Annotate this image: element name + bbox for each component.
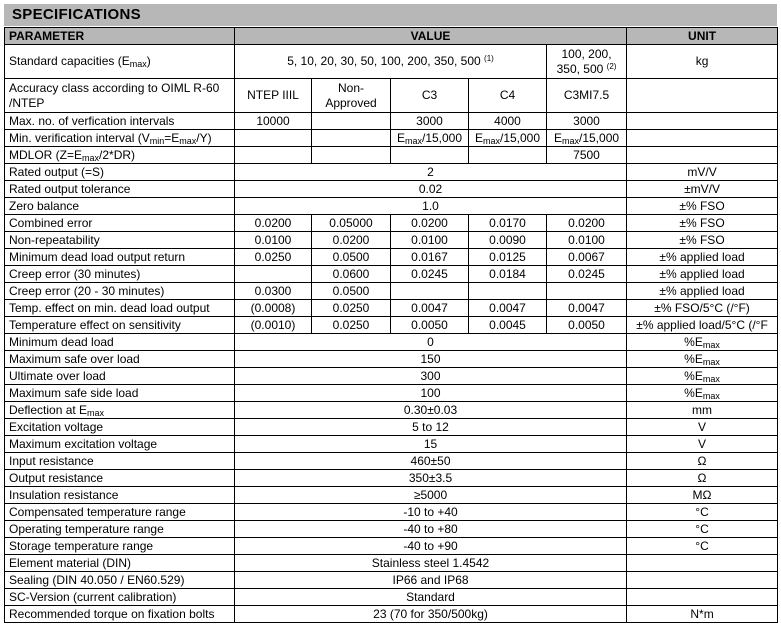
param-unit: V [627,419,778,436]
param-value-cell [547,283,627,300]
param-value-cell: 0.0500 [312,283,391,300]
spec-row [5,198,778,215]
spec-row [5,283,778,300]
header-value: VALUE [235,28,627,45]
param-value-cell: 0.0300 [235,283,312,300]
spec-row [5,504,778,521]
mdlor-cell [312,147,391,164]
param-value: 5 to 12 [235,419,627,436]
param-label: Ultimate over load [5,368,235,385]
param-unit: ±% applied load/5°C (/°F [627,317,778,334]
mdlor-row [5,147,778,164]
param-value: 350±3.5 [235,470,627,487]
spec-row [5,589,778,606]
param-label: SC-Version (current calibration) [5,589,235,606]
max-intervals-label: Max. no. of verfication intervals [5,113,235,130]
spec-row [5,368,778,385]
capacities-label: Standard capacities $(E_{max})$ [5,45,235,79]
spec-row [5,572,778,589]
param-value-cell: 0.0050 [391,317,469,334]
header-parameter: PARAMETER [5,28,235,45]
param-value-cell: 0.0200 [391,215,469,232]
param-label: Rated output tolerance [5,181,235,198]
param-value: 2 [235,164,627,181]
param-label: Non-repeatability [5,232,235,249]
min-interval-cell: $E_{max}/15,000$ [547,130,627,147]
param-value: 300 [235,368,627,385]
param-unit: $\%E_{max}$ [627,334,778,351]
spec-row [5,453,778,470]
spec-row [5,249,778,266]
spec-row [5,419,778,436]
param-value: 15 [235,436,627,453]
param-value-cell: 0.0090 [469,232,547,249]
param-value-cell [469,283,547,300]
param-value: -40 to +90 [235,538,627,555]
param-unit: V [627,436,778,453]
accuracy-label: Accuracy class according to OIML R-60 /NTEP [5,79,235,113]
param-value-cell: 0.0200 [235,215,312,232]
accuracy-class-cell: C4 [469,79,547,113]
spec-row [5,181,778,198]
param-value-cell: 0.0100 [235,232,312,249]
param-value-cell: 0.0050 [547,317,627,334]
param-unit: ±% FSO [627,198,778,215]
param-value-cell: 0.0245 [391,266,469,283]
param-unit: mV/V [627,164,778,181]
spec-row [5,487,778,504]
min-interval-cell: $E_{max}/15,000$ [469,130,547,147]
param-label: Storage temperature range [5,538,235,555]
mdlor-cell [469,147,547,164]
param-value-cell: 0.0600 [312,266,391,283]
param-label: Combined error [5,215,235,232]
param-unit: ±% FSO/5°C (/°F) [627,300,778,317]
spec-row [5,334,778,351]
param-value: 150 [235,351,627,368]
max-intervals-cell: 3000 [547,113,627,130]
param-unit [627,589,778,606]
specifications-title: SPECIFICATIONS [12,6,141,23]
param-label: Temperature effect on sensitivity [5,317,235,334]
max-intervals-cell [312,113,391,130]
capacities-unit: kg [627,45,778,79]
param-value: IP66 and IP68 [235,572,627,589]
max-intervals-cell: 10000 [235,113,312,130]
param-value: -10 to +40 [235,504,627,521]
param-unit: Ω [627,470,778,487]
param-unit: ±mV/V [627,181,778,198]
param-value: 0.30±0.03 [235,402,627,419]
param-label: Rated output (=S) [5,164,235,181]
accuracy-unit [627,79,778,113]
spec-row [5,385,778,402]
param-value: 0.02 [235,181,627,198]
min-interval-row [5,130,778,147]
min-interval-unit [627,130,778,147]
spec-row [5,538,778,555]
spec-row [5,521,778,538]
param-label: Element material (DIN) [5,555,235,572]
param-value: 1.0 [235,198,627,215]
param-value: 460±50 [235,453,627,470]
param-value: 23 (70 for 350/500kg) [235,606,627,623]
spec-row [5,470,778,487]
param-unit: $\%E_{max}$ [627,368,778,385]
spec-row [5,606,778,623]
specifications-title-bar [4,4,777,26]
param-label: Creep error (20 - 30 minutes) [5,283,235,300]
accuracy-class-cell: Non-Approved [312,79,391,113]
param-label: Excitation voltage [5,419,235,436]
param-unit: ±% FSO [627,232,778,249]
capacities-value: 5, 10, 20, 30, 50, 100, 200, 350, 500 $^{(1)}$ [235,45,547,79]
param-label: Maximum excitation voltage [5,436,235,453]
param-value-cell: 0.0045 [469,317,547,334]
spec-row [5,317,778,334]
header-unit: UNIT [627,28,778,45]
param-value: 100 [235,385,627,402]
param-value-cell: 0.0200 [547,215,627,232]
spec-row [5,232,778,249]
deflection-row [5,402,778,419]
header-row [5,28,778,45]
spec-row [5,351,778,368]
param-unit [627,555,778,572]
param-value-cell: 0.0047 [391,300,469,317]
min-interval-label: Min. verification interval $(V_{min}=E_{max}/Y)$ [5,130,235,147]
param-value: -40 to +80 [235,521,627,538]
param-label: Input resistance [5,453,235,470]
param-unit: MΩ [627,487,778,504]
spec-row [5,300,778,317]
param-value-cell: 0.0250 [312,317,391,334]
param-label: Recommended torque on fixation bolts [5,606,235,623]
param-unit: °C [627,521,778,538]
max-intervals-row [5,113,778,130]
max-intervals-unit [627,113,778,130]
param-value-cell: 0.0184 [469,266,547,283]
param-unit: °C [627,504,778,521]
max-intervals-cell: 3000 [391,113,469,130]
param-unit: ±% FSO [627,215,778,232]
param-unit: ±% applied load [627,249,778,266]
specifications-table [4,27,778,623]
param-value-cell: 0.0250 [312,300,391,317]
param-label: Creep error (30 minutes) [5,266,235,283]
param-value-cell: 0.05000 [312,215,391,232]
param-unit: N*m [627,606,778,623]
param-value-cell: 0.0100 [391,232,469,249]
mdlor-cell [391,147,469,164]
param-label: Maximum safe side load [5,385,235,402]
param-value-cell [235,266,312,283]
param-label: Maximum safe over load [5,351,235,368]
param-label: Minimum dead load output return [5,249,235,266]
spec-row [5,266,778,283]
param-value-cell: 0.0200 [312,232,391,249]
param-value-cell: 0.0167 [391,249,469,266]
accuracy-class-cell: C3MI7.5 [547,79,627,113]
param-unit: ±% applied load [627,266,778,283]
capacities-row [5,45,778,79]
param-value-cell: 0.0100 [547,232,627,249]
param-label: Zero balance [5,198,235,215]
max-intervals-cell: 4000 [469,113,547,130]
spec-row [5,436,778,453]
param-unit: Ω [627,453,778,470]
param-value-cell: 0.0500 [312,249,391,266]
param-label: Deflection at $E_{max}$ [5,402,235,419]
mdlor-value: 7500 [547,147,627,164]
param-unit: °C [627,538,778,555]
param-value-cell: 0.0067 [547,249,627,266]
param-label: Sealing (DIN 40.050 / EN60.529) [5,572,235,589]
param-label: Operating temperature range [5,521,235,538]
param-value-cell: (0.0010) [235,317,312,334]
param-unit [627,572,778,589]
accuracy-class-cell: C3 [391,79,469,113]
param-value-cell: 0.0250 [235,249,312,266]
param-value: Stainless steel 1.4542 [235,555,627,572]
param-unit: mm [627,402,778,419]
param-label: Output resistance [5,470,235,487]
mdlor-unit [627,147,778,164]
param-value-cell: 0.0125 [469,249,547,266]
param-value-cell: 0.0170 [469,215,547,232]
spec-row [5,555,778,572]
param-value: Standard [235,589,627,606]
min-interval-cell [235,130,312,147]
accuracy-class-cell: NTEP IIIL [235,79,312,113]
param-unit: $\%E_{max}$ [627,385,778,402]
param-value-cell: 0.0047 [547,300,627,317]
capacities-alt-value: 100, 200, 350, 500 $^{(2)}$ [547,45,627,79]
param-label: Compensated temperature range [5,504,235,521]
param-label: Temp. effect on min. dead load output [5,300,235,317]
param-unit: $\%E_{max}$ [627,351,778,368]
min-interval-cell [312,130,391,147]
spec-row [5,164,778,181]
param-value-cell: (0.0008) [235,300,312,317]
param-label: Minimum dead load [5,334,235,351]
min-interval-cell: $E_{max}/15,000$ [391,130,469,147]
param-unit: ±% applied load [627,283,778,300]
param-value-cell: 0.0245 [547,266,627,283]
spec-row [5,215,778,232]
mdlor-label: MDLOR $(Z=E_{max}/2*DR)$ [5,147,235,164]
param-label: Insulation resistance [5,487,235,504]
param-value-cell [391,283,469,300]
accuracy-row [5,79,778,113]
param-value: ≥5000 [235,487,627,504]
mdlor-cell [235,147,312,164]
param-value-cell: 0.0047 [469,300,547,317]
param-value: 0 [235,334,627,351]
